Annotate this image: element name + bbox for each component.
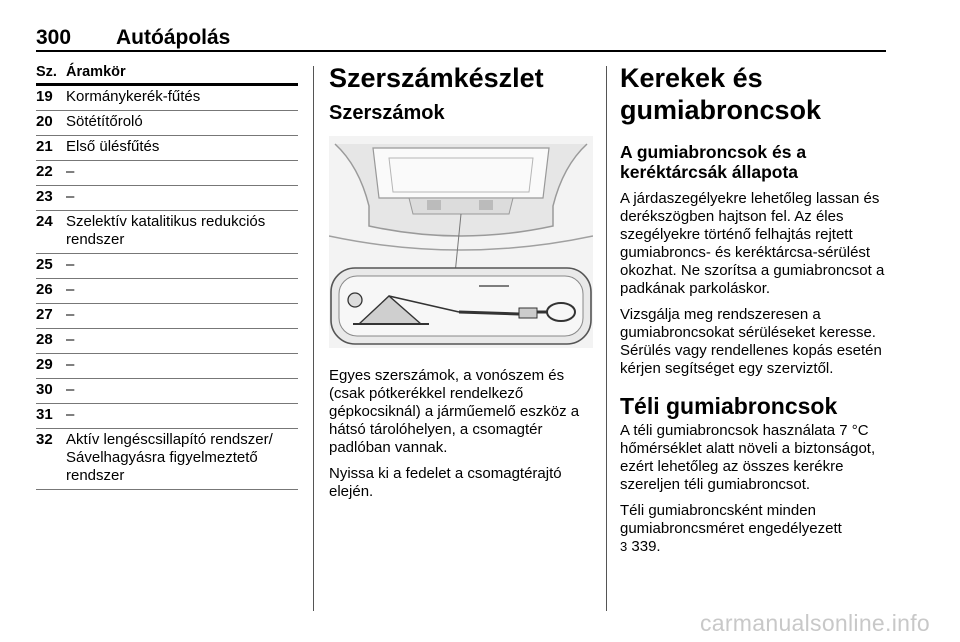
circuit-name: Aktív lengéscsillapító rendszer/ Sávelhagyásra figyelmeztető rendszer — [66, 431, 273, 484]
table-row — [36, 254, 298, 279]
wheels-title-line-2: gumiabroncsok — [620, 95, 822, 125]
table-row — [36, 161, 298, 186]
circuit-number: 28 — [36, 331, 53, 348]
circuit-name: – — [66, 163, 75, 180]
page-reference-arrow-icon: 3 — [620, 539, 628, 554]
wheels-paragraph-1: A járdaszegélyekre lehetőleg lassan és derékszögben hajtson fel. Az éles szegélyekre történő felhajtás rejtett gumiabroncs- és keréktárcsa-sérülést okozhat. Ne szorítsa a gumiabroncsot a padkának parkoláskor. — [620, 190, 885, 297]
col-header-circuit: Áramkör — [66, 64, 126, 80]
circuit-name: – — [66, 256, 75, 273]
winter-tyres-heading: Téli gumiabroncsok — [620, 393, 838, 419]
circuit-name: – — [66, 406, 75, 423]
circuit-number: 23 — [36, 188, 53, 205]
wheels-section — [620, 62, 888, 564]
table-header — [36, 62, 298, 82]
circuit-name: – — [66, 381, 75, 398]
circuit-number: 32 — [36, 431, 53, 448]
header-rule — [36, 50, 886, 52]
table-row — [36, 136, 298, 161]
table-row — [36, 354, 298, 379]
circuit-number: 27 — [36, 306, 53, 323]
circuit-number: 19 — [36, 88, 53, 105]
tools-paragraph-1: Egyes szerszámok, a vonószem és (csak pótkerékkel rendelkező gépkocsiknál) a járműemelő eszköz a hátsó tárolóhelyen, a csomagtér padlóban vannak. — [329, 367, 580, 456]
tools-subtitle: Szerszámok — [329, 102, 445, 124]
wheels-title-line-1: Kerekek és — [620, 63, 763, 93]
wheels-paragraph-4-text: Téli gumiabroncsként minden gumiabroncsméret engedélyezett — [620, 502, 842, 537]
column-divider — [313, 66, 314, 611]
wheels-paragraph-3: A téli gumiabroncsok használata 7 °C hőmérséklet alatt növeli a biztonságot, ezért lehetőleg az összes kerékre szereljen téli gumiabroncsot. — [620, 422, 876, 493]
table-row — [36, 211, 298, 254]
table-body — [36, 86, 298, 490]
page-reference-link[interactable]: 339. — [631, 538, 661, 555]
circuit-number: 22 — [36, 163, 53, 180]
tyre-condition-heading: A gumiabroncsok és a keréktárcsák állapota — [620, 142, 807, 182]
wheels-title — [620, 62, 888, 126]
circuit-number: 25 — [36, 256, 53, 273]
circuit-name: Sötétítőroló — [66, 113, 143, 130]
section-title: Autóápolás — [116, 26, 231, 49]
circuit-name: – — [66, 331, 75, 348]
wheels-paragraph-2: Vizsgálja meg rendszeresen a gumiabroncsokat sérüléseket keresse. Sérülés vagy rendellenes kopás esetén kérjen segítséget egy szerviztől. — [620, 306, 882, 377]
circuit-number: 20 — [36, 113, 53, 130]
circuit-name: Kormánykerék-fűtés — [66, 88, 201, 105]
circuit-name: Szelektív katalitikus redukciós rendszer — [66, 213, 266, 248]
circuit-name: – — [66, 281, 75, 298]
tools-section — [329, 62, 593, 509]
table-row — [36, 86, 298, 111]
circuit-number: 31 — [36, 406, 53, 423]
table-row — [36, 379, 298, 404]
page-number: 300 — [36, 26, 72, 49]
circuit-number: 30 — [36, 381, 53, 398]
table-row — [36, 404, 298, 429]
wheels-paragraph-4 — [620, 502, 888, 556]
circuit-name: – — [66, 306, 75, 323]
circuit-number: 26 — [36, 281, 53, 298]
circuit-number: 24 — [36, 213, 53, 230]
fuse-table — [36, 62, 298, 490]
col-header-number: Sz. — [36, 64, 57, 80]
trunk-tools-illustration — [329, 136, 593, 348]
circuit-number: 29 — [36, 356, 53, 373]
table-row — [36, 186, 298, 211]
circuit-name: – — [66, 188, 75, 205]
column-divider — [606, 66, 607, 611]
table-row — [36, 304, 298, 329]
tools-title: Szerszámkészlet — [329, 63, 544, 93]
table-row — [36, 429, 298, 490]
table-row — [36, 111, 298, 136]
watermark: carmanualsonline.info — [699, 610, 930, 636]
table-row — [36, 279, 298, 304]
circuit-number: 21 — [36, 138, 53, 155]
tools-paragraph-2: Nyissa ki a fedelet a csomagtérajtó elején. — [329, 465, 562, 500]
table-row — [36, 329, 298, 354]
circuit-name: Első ülésfűtés — [66, 138, 160, 155]
circuit-name: – — [66, 356, 75, 373]
page-header — [36, 26, 230, 50]
